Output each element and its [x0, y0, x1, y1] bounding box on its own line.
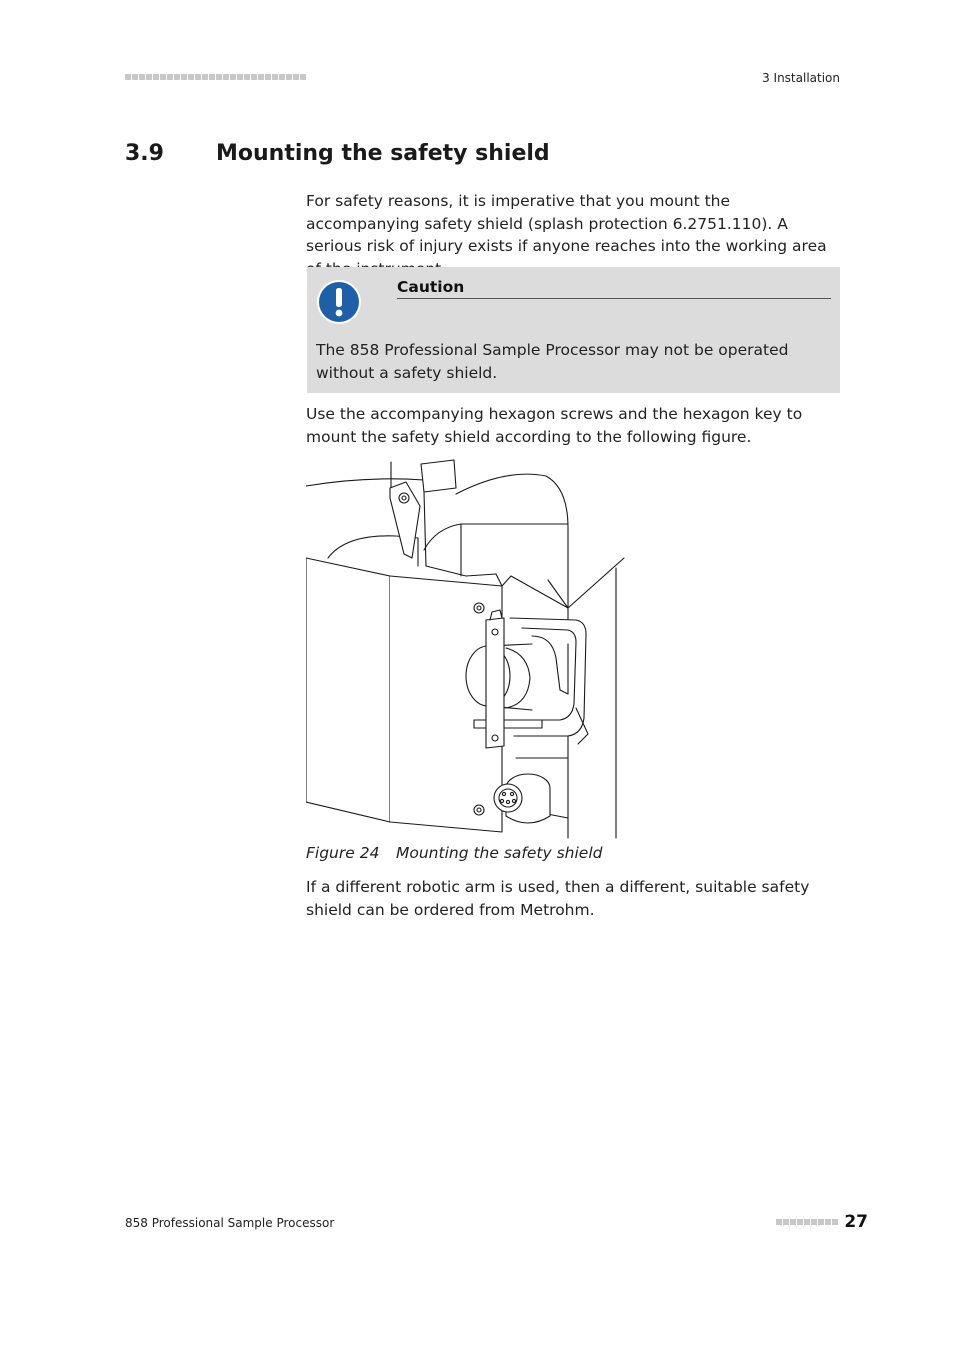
footer-pagination [776, 1212, 868, 1232]
section-number: 3.9 [125, 141, 164, 166]
figure-illustration [306, 458, 636, 840]
header-decoration [125, 74, 306, 80]
caution-title: Caution [397, 278, 831, 299]
intro-paragraph: For safety reasons, it is imperative that you mount the accompanying safety shield (splash protection 6.2751.110). A serious risk of injury exists if anyone reaches into the working area [306, 192, 827, 255]
figure-label: Figure 24 [306, 844, 380, 862]
page-number: 27 [844, 1212, 868, 1232]
footer-product: 858 Professional Sample Processor [125, 1216, 335, 1230]
header-chapter: 3 Installation [762, 71, 840, 85]
section-title: Mounting the safety shield [216, 141, 550, 166]
caution-box [307, 267, 840, 393]
figure-caption-text: Mounting the safety shield [396, 844, 603, 862]
figure-caption [306, 844, 602, 862]
instruction-paragraph: Use the accompanying hexagon screws and the hexagon key to mount the safety shield according to the following figure. [306, 405, 803, 446]
caution-text: The 858 Professional Sample Processor may not be operated without a safety shield. [316, 341, 789, 382]
footer-decoration [776, 1219, 838, 1225]
closing-paragraph: If a different robotic arm is used, then a different, suitable safety shield can be ordered from Metrohm. [306, 878, 810, 919]
section-heading [125, 141, 550, 166]
exclamation-icon [316, 279, 362, 329]
